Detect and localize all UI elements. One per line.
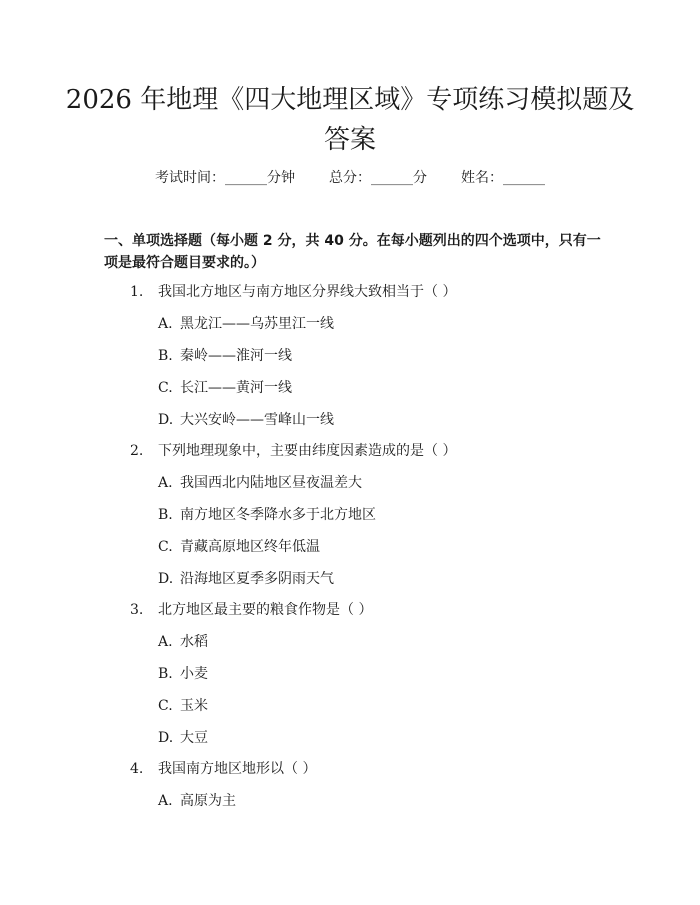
question-text: 我国北方地区与南方地区分界线大致相当于（ ） <box>158 284 457 300</box>
question-number: 2. <box>130 443 144 459</box>
section-heading-1: 一、单项选择题（每小题 2 分，共 40 分。在每小题列出的四个选项中，只有一项是最符合题目要求的。） <box>104 233 601 271</box>
option-text: 水稻 <box>180 634 208 650</box>
option-letter: D. <box>158 412 174 428</box>
question-number: 1. <box>130 284 144 300</box>
question-1-option-a <box>158 314 334 334</box>
option-letter: D. <box>158 730 174 746</box>
option-letter: A. <box>158 316 173 332</box>
question-text: 下列地理现象中，主要由纬度因素造成的是（ ） <box>158 443 457 459</box>
question-number: 4. <box>130 761 144 777</box>
question-2 <box>130 441 456 461</box>
question-3-option-c <box>158 696 208 716</box>
option-text: 秦岭——淮河一线 <box>180 348 292 364</box>
option-text: 南方地区冬季降水多于北方地区 <box>180 507 376 523</box>
question-4-option-a <box>158 791 236 811</box>
question-3 <box>130 600 372 620</box>
option-letter: B. <box>158 507 173 523</box>
question-1 <box>130 282 456 302</box>
question-3-option-a <box>158 632 208 652</box>
option-text: 大豆 <box>180 730 208 746</box>
option-text: 小麦 <box>180 666 208 682</box>
option-letter: B. <box>158 666 173 682</box>
option-text: 玉米 <box>180 698 208 714</box>
exam-meta <box>0 168 700 188</box>
page-title: 2026 年地理《四大地理区域》专项练习模拟题及答案 <box>65 85 635 155</box>
option-text: 我国西北内陆地区昼夜温差大 <box>180 475 362 491</box>
question-1-option-d <box>158 410 334 430</box>
option-letter: C. <box>158 380 173 396</box>
option-letter: C. <box>158 539 173 555</box>
option-letter: A. <box>158 634 173 650</box>
option-letter: A. <box>158 793 173 809</box>
question-3-option-b <box>158 664 208 684</box>
question-2-option-d <box>158 569 334 589</box>
exam-time: 考试时间：______分钟 <box>155 170 295 186</box>
option-letter: D. <box>158 571 174 587</box>
option-text: 黑龙江——乌苏里江一线 <box>180 316 334 332</box>
student-name: 姓名：______ <box>461 170 545 186</box>
question-4 <box>130 759 316 779</box>
question-text: 北方地区最主要的粮食作物是（ ） <box>158 602 373 618</box>
option-letter: B. <box>158 348 173 364</box>
question-2-option-b <box>158 505 376 525</box>
option-letter: A. <box>158 475 173 491</box>
question-text: 我国南方地区地形以（ ） <box>158 761 317 777</box>
question-3-option-d <box>158 728 208 748</box>
question-1-option-b <box>158 346 292 366</box>
option-text: 沿海地区夏季多阴雨天气 <box>180 571 334 587</box>
option-text: 青藏高原地区终年低温 <box>180 539 320 555</box>
question-number: 3. <box>130 602 144 618</box>
option-text: 大兴安岭——雪峰山一线 <box>180 412 334 428</box>
exam-score: 总分：______分 <box>329 170 427 186</box>
option-letter: C. <box>158 698 173 714</box>
option-text: 长江——黄河一线 <box>180 380 292 396</box>
question-2-option-c <box>158 537 320 557</box>
question-1-option-c <box>158 378 292 398</box>
question-2-option-a <box>158 473 362 493</box>
option-text: 高原为主 <box>180 793 236 809</box>
